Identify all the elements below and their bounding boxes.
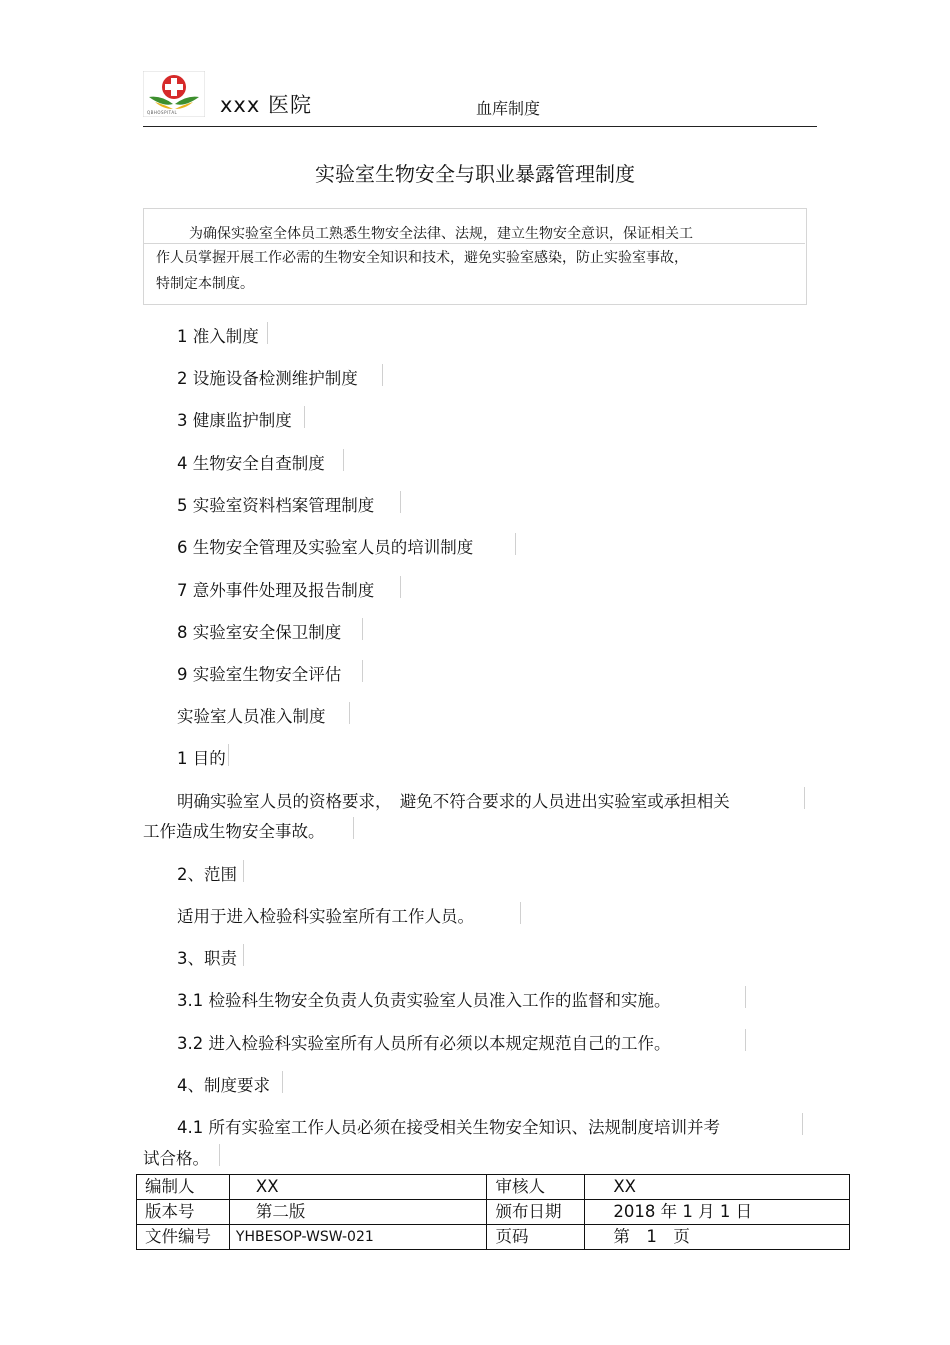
label-reviewer: 审核人 <box>487 1175 585 1200</box>
document-title: 实验室生物安全与职业暴露管理制度 <box>315 162 635 186</box>
label-page: 页码 <box>487 1225 585 1250</box>
toc-item: 6 生物安全管理及实验室人员的培训制度 <box>177 538 474 557</box>
label-file-number: 文件编号 <box>137 1225 230 1250</box>
toc-item: 5 实验室资料档案管理制度 <box>177 496 375 515</box>
hospital-name: xxx 医院 <box>220 93 312 117</box>
value-author: XX <box>229 1175 487 1200</box>
label-author: 编制人 <box>137 1175 230 1200</box>
requirement-1-line-1: 4.1 所有实验室工作人员必须在接受相关生物安全知识、法规制度培训并考 <box>177 1118 720 1137</box>
logo-text: QBHOSPITAL <box>147 110 178 115</box>
header-divider <box>143 126 817 127</box>
value-version: 第二版 <box>229 1200 487 1225</box>
value-file-number: YHBESOP-WSW-021 <box>229 1225 487 1250</box>
scope-text: 适用于进入检验科实验室所有工作人员。 <box>177 907 474 926</box>
table-row <box>137 1175 850 1200</box>
purpose-text-line-2: 工作造成生物安全事故。 <box>143 822 325 841</box>
requirement-1-line-2: 试合格。 <box>143 1149 209 1168</box>
toc-item: 7 意外事件处理及报告制度 <box>177 581 375 600</box>
document-category: 血库制度 <box>476 99 541 118</box>
purpose-text-line-1: 明确实验室人员的资格要求， 避免不符合要求的人员进出实验室或承担相关 <box>177 792 730 811</box>
scope-heading: 2、范围 <box>177 865 237 884</box>
label-issue-date: 颁布日期 <box>487 1200 585 1225</box>
duty-item-2: 3.2 进入检验科实验室所有人员所有必须以本规定规范自己的工作。 <box>177 1034 671 1053</box>
toc-item: 3 健康监护制度 <box>177 411 292 430</box>
duty-item-1: 3.1 检验科生物安全负责人负责实验室人员准入工作的监督和实施。 <box>177 991 671 1010</box>
hospital-logo <box>143 71 205 117</box>
toc-item: 2 设施设备检测维护制度 <box>177 369 358 388</box>
toc-item: 4 生物安全自查制度 <box>177 454 325 473</box>
table-row <box>137 1225 850 1250</box>
value-issue-date: 2018 年 1 月 1 日 <box>585 1200 850 1225</box>
value-page: 第 1 页 <box>585 1225 850 1250</box>
section-title: 实验室人员准入制度 <box>177 707 326 726</box>
value-reviewer: XX <box>585 1175 850 1200</box>
document-info-table <box>136 1174 850 1250</box>
duty-heading: 3、职责 <box>177 949 237 968</box>
requirements-heading: 4、制度要求 <box>177 1076 270 1095</box>
toc-item: 8 实验室安全保卫制度 <box>177 623 342 642</box>
intro-line-3: 特制定本制度。 <box>156 276 254 292</box>
toc-item: 9 实验室生物安全评估 <box>177 665 342 684</box>
table-row <box>137 1200 850 1225</box>
intro-line-2: 作人员掌握开展工作必需的生物安全知识和技术，避免实验室感染，防止实验室事故， <box>156 250 688 266</box>
intro-divider <box>143 243 805 244</box>
toc-item: 1 准入制度 <box>177 327 259 346</box>
purpose-heading: 1 目的 <box>177 749 226 768</box>
intro-line-1: 为确保实验室全体员工熟悉生物安全法律、法规，建立生物安全意识，保证相关工 <box>189 226 693 242</box>
label-version: 版本号 <box>137 1200 230 1225</box>
